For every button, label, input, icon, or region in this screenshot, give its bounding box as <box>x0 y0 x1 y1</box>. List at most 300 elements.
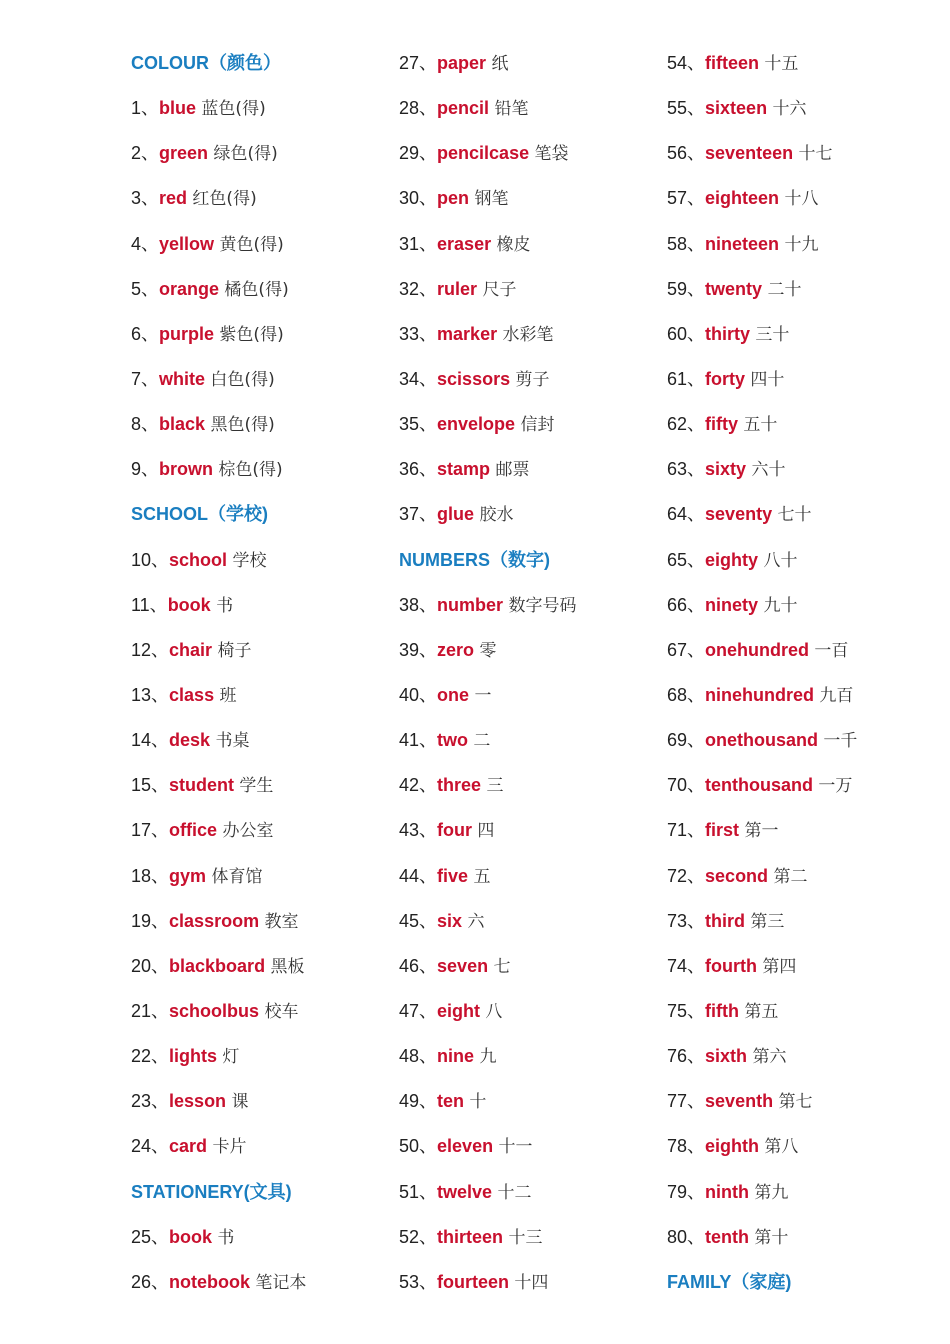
vocab-entry <box>131 272 381 317</box>
vocab-entry <box>667 46 927 91</box>
english-word: desk <box>169 730 211 751</box>
chinese-translation: 红色(得) <box>187 189 257 210</box>
english-word: zero <box>437 639 475 660</box>
entry-number: 30、 <box>399 188 438 209</box>
entry-number: 33、 <box>399 323 438 344</box>
vocab-entry <box>131 407 381 452</box>
vocab-entry <box>667 91 927 136</box>
section-heading-row <box>399 543 649 588</box>
vocab-entry <box>667 407 927 452</box>
chinese-translation: 体育馆 <box>206 866 263 887</box>
vocab-entry <box>131 678 381 723</box>
english-word: eighth <box>705 1136 760 1157</box>
chinese-translation: 黄色(得) <box>214 234 284 255</box>
entry-number: 11、 <box>131 594 168 615</box>
entry-number: 1、 <box>131 98 160 119</box>
chinese-translation: 九 <box>474 1047 497 1068</box>
entry-number: 55、 <box>667 98 706 119</box>
chinese-translation: 棕色(得) <box>213 460 283 481</box>
chinese-translation: 办公室 <box>217 821 274 842</box>
section-heading: FAMILY（家庭) <box>667 1271 792 1292</box>
english-word: thirteen <box>437 1226 504 1247</box>
entry-number: 44、 <box>399 865 438 886</box>
entry-number: 18、 <box>131 865 170 886</box>
english-word: book <box>169 1226 213 1247</box>
section-heading-row <box>131 46 381 91</box>
english-word: third <box>705 910 746 931</box>
english-word: thirty <box>705 323 751 344</box>
english-word: twenty <box>705 278 763 299</box>
chinese-translation: 黑板 <box>265 956 305 977</box>
chinese-translation: 十七 <box>793 144 833 165</box>
entry-number: 71、 <box>667 820 706 841</box>
entry-number: 56、 <box>667 143 706 164</box>
vocab-entry <box>131 768 381 813</box>
section-heading: STATIONERY(文具) <box>131 1181 292 1202</box>
vocab-entry <box>399 452 649 497</box>
entry-number: 36、 <box>399 459 438 480</box>
chinese-translation: 白色(得) <box>205 369 275 390</box>
entry-number: 19、 <box>131 910 170 931</box>
vocab-entry <box>399 994 649 1039</box>
english-word: nine <box>437 1046 475 1067</box>
english-word: twelve <box>437 1181 493 1202</box>
english-word: ninehundred <box>705 684 815 705</box>
entry-number: 20、 <box>131 955 170 976</box>
chinese-translation: 六十 <box>746 460 786 481</box>
vocab-entry <box>667 859 927 904</box>
entry-number: 2、 <box>131 143 160 164</box>
english-word: two <box>437 730 469 751</box>
vocab-entry <box>667 588 927 633</box>
chinese-translation: 胶水 <box>474 505 514 526</box>
entry-number: 64、 <box>667 504 706 525</box>
english-word: fifteen <box>705 53 760 73</box>
section-heading: NUMBERS（数字) <box>399 549 550 570</box>
english-word: stamp <box>437 459 491 480</box>
vocab-entry <box>399 272 649 317</box>
chinese-translation: 第四 <box>757 956 797 977</box>
entry-number: 21、 <box>131 1000 170 1021</box>
english-word: ten <box>437 1091 465 1112</box>
entry-number: 75、 <box>667 1000 706 1021</box>
entry-number: 47、 <box>399 1000 438 1021</box>
chinese-translation: 十 <box>464 1092 487 1113</box>
vocab-entry <box>399 1129 649 1174</box>
section-heading: SCHOOL（学校) <box>131 504 268 525</box>
vocab-entry <box>399 136 649 181</box>
entry-number: 22、 <box>131 1046 170 1067</box>
entry-number: 14、 <box>131 730 170 751</box>
vocab-entry <box>667 813 927 858</box>
vocab-entry <box>399 678 649 723</box>
english-word: student <box>169 775 235 796</box>
english-word: pencilcase <box>437 143 530 164</box>
english-word: sixteen <box>705 98 768 119</box>
vocab-entry <box>131 452 381 497</box>
english-word: card <box>169 1136 208 1157</box>
vocab-entry <box>131 994 381 1039</box>
chinese-translation: 笔袋 <box>529 144 569 165</box>
english-word: onethousand <box>705 730 819 751</box>
english-word: nineteen <box>705 233 780 254</box>
chinese-translation: 一千 <box>818 731 858 752</box>
vocab-entry <box>131 723 381 768</box>
chinese-translation: 十五 <box>759 54 799 74</box>
entry-number: 72、 <box>667 865 706 886</box>
chinese-translation: 一百 <box>809 640 849 661</box>
english-word: glue <box>437 504 475 525</box>
english-word: tenth <box>705 1226 750 1247</box>
entry-number: 61、 <box>667 368 706 389</box>
chinese-translation: 一万 <box>813 776 853 797</box>
vocab-entry <box>667 1129 927 1174</box>
english-word: eight <box>437 1000 481 1021</box>
vocab-entry <box>667 272 927 317</box>
entry-number: 5、 <box>131 278 160 299</box>
vocab-entry <box>399 1220 649 1265</box>
vocab-entry <box>131 588 381 633</box>
vocab-entry <box>131 136 381 181</box>
chinese-translation: 橘色(得) <box>219 279 289 300</box>
vocab-entry <box>667 723 927 768</box>
vocab-entry <box>131 633 381 678</box>
vocab-entry <box>131 181 381 226</box>
entry-number: 68、 <box>667 684 706 705</box>
chinese-translation: 四 <box>472 821 495 842</box>
chinese-translation: 信封 <box>515 415 555 436</box>
vocab-entry <box>399 181 649 226</box>
chinese-translation: 三十 <box>750 324 790 345</box>
english-word: book <box>167 594 211 615</box>
chinese-translation: 四十 <box>745 369 785 390</box>
entry-number: 51、 <box>399 1181 438 1202</box>
chinese-translation: 二十 <box>762 279 802 300</box>
vocab-entry <box>399 768 649 813</box>
chinese-translation: 第七 <box>773 1092 813 1113</box>
chinese-translation: 书桌 <box>210 731 250 752</box>
section-heading-row <box>667 1265 927 1310</box>
vocab-column-1 <box>131 46 381 1310</box>
entry-number: 60、 <box>667 323 706 344</box>
english-word: orange <box>159 278 220 299</box>
entry-number: 9、 <box>131 459 160 480</box>
vocab-entry <box>399 949 649 994</box>
english-word: second <box>705 865 769 886</box>
entry-number: 38、 <box>399 594 438 615</box>
vocab-entry <box>667 136 927 181</box>
section-heading-row <box>131 1175 381 1220</box>
vocab-entry <box>399 317 649 362</box>
chinese-translation: 一 <box>469 685 492 706</box>
entry-number: 67、 <box>667 639 706 660</box>
section-heading-row <box>131 497 381 542</box>
entry-number: 76、 <box>667 1046 706 1067</box>
vocab-entry <box>399 723 649 768</box>
chinese-translation: 第五 <box>739 1001 779 1022</box>
english-word: green <box>159 143 209 164</box>
chinese-translation: 七 <box>488 956 511 977</box>
vocab-entry <box>667 994 927 1039</box>
vocab-entry <box>399 588 649 633</box>
entry-number: 39、 <box>399 639 438 660</box>
entry-number: 42、 <box>399 775 438 796</box>
vocab-entry <box>667 949 927 994</box>
chinese-translation: 六 <box>462 911 485 932</box>
chinese-translation: 铅笔 <box>489 99 529 120</box>
vocab-entry <box>667 317 927 362</box>
chinese-translation: 灯 <box>217 1047 240 1068</box>
chinese-translation: 尺子 <box>477 279 517 300</box>
entry-number: 27、 <box>399 53 438 73</box>
chinese-translation: 课 <box>226 1092 249 1113</box>
english-word: school <box>169 549 228 570</box>
english-word: eighteen <box>705 188 780 209</box>
chinese-translation: 第三 <box>745 911 785 932</box>
chinese-translation: 七十 <box>772 505 812 526</box>
vocab-entry <box>399 813 649 858</box>
vocab-entry <box>399 1039 649 1084</box>
english-word: lesson <box>169 1091 227 1112</box>
entry-number: 43、 <box>399 820 438 841</box>
english-word: seven <box>437 955 489 976</box>
entry-number: 65、 <box>667 549 706 570</box>
chinese-translation: 九百 <box>814 685 854 706</box>
vocab-entry <box>131 91 381 136</box>
english-word: schoolbus <box>169 1000 260 1021</box>
chinese-translation: 第十 <box>749 1227 789 1248</box>
chinese-translation: 邮票 <box>490 460 530 481</box>
vocab-entry <box>667 543 927 588</box>
entry-number: 54、 <box>667 53 706 73</box>
chinese-translation: 八十 <box>758 550 798 571</box>
entry-number: 77、 <box>667 1091 706 1112</box>
chinese-translation: 班 <box>214 685 237 706</box>
chinese-translation: 书 <box>212 1227 235 1248</box>
english-word: first <box>705 820 740 841</box>
entry-number: 28、 <box>399 98 438 119</box>
english-word: forty <box>705 368 746 389</box>
chinese-translation: 卡片 <box>207 1137 247 1158</box>
english-word: brown <box>159 459 214 480</box>
chinese-translation: 第二 <box>768 866 808 887</box>
chinese-translation: 十一 <box>493 1137 533 1158</box>
english-word: five <box>437 865 469 886</box>
entry-number: 50、 <box>399 1136 438 1157</box>
chinese-translation: 三 <box>481 776 504 797</box>
entry-number: 52、 <box>399 1226 438 1247</box>
english-word: onehundred <box>705 639 810 660</box>
chinese-translation: 剪子 <box>510 369 550 390</box>
english-word: six <box>437 910 463 931</box>
english-word: three <box>437 775 482 796</box>
vocab-entry <box>667 227 927 272</box>
entry-number: 13、 <box>131 684 170 705</box>
vocab-entry <box>399 1175 649 1220</box>
english-word: class <box>169 684 215 705</box>
entry-number: 80、 <box>667 1226 706 1247</box>
chinese-translation: 学校 <box>227 550 267 571</box>
vocab-entry <box>667 768 927 813</box>
english-word: paper <box>437 53 487 73</box>
chinese-translation: 第九 <box>749 1182 789 1203</box>
english-word: four <box>437 820 473 841</box>
vocab-entry <box>399 859 649 904</box>
english-word: gym <box>169 865 207 886</box>
chinese-translation: 数字号码 <box>503 595 577 616</box>
chinese-translation: 绿色(得) <box>208 144 278 165</box>
vocab-entry <box>399 1265 649 1310</box>
english-word: lights <box>169 1046 218 1067</box>
entry-number: 35、 <box>399 414 438 435</box>
vocab-entry <box>399 46 649 91</box>
english-word: eraser <box>437 233 492 254</box>
vocab-entry <box>667 904 927 949</box>
vocab-entry <box>667 1039 927 1084</box>
vocab-entry <box>667 362 927 407</box>
english-word: yellow <box>159 233 215 254</box>
entry-number: 37、 <box>399 504 438 525</box>
english-word: purple <box>159 323 215 344</box>
english-word: fifth <box>705 1000 740 1021</box>
entry-number: 23、 <box>131 1091 170 1112</box>
vocab-entry <box>399 497 649 542</box>
entry-number: 17、 <box>131 820 170 841</box>
english-word: office <box>169 820 218 841</box>
chinese-translation: 教室 <box>259 911 299 932</box>
entry-number: 12、 <box>131 639 170 660</box>
vocab-entry <box>131 949 381 994</box>
entry-number: 62、 <box>667 414 706 435</box>
chinese-translation: 椅子 <box>212 640 252 661</box>
english-word: red <box>159 188 188 209</box>
vocab-entry <box>399 91 649 136</box>
chinese-translation: 黑色(得) <box>205 415 275 436</box>
entry-number: 29、 <box>399 143 438 164</box>
vocab-entry <box>131 1039 381 1084</box>
vocab-entry <box>667 678 927 723</box>
vocab-entry <box>131 1084 381 1129</box>
vocab-column-2 <box>399 46 649 1310</box>
entry-number: 8、 <box>131 414 160 435</box>
vocab-entry <box>131 362 381 407</box>
english-word: eleven <box>437 1136 494 1157</box>
english-word: pencil <box>437 98 490 119</box>
vocab-entry <box>399 227 649 272</box>
vocab-entry <box>667 497 927 542</box>
vocab-entry <box>399 1084 649 1129</box>
vocab-entry <box>399 633 649 678</box>
english-word: scissors <box>437 368 511 389</box>
chinese-translation: 钢笔 <box>469 189 509 210</box>
entry-number: 7、 <box>131 368 160 389</box>
entry-number: 15、 <box>131 775 170 796</box>
vocab-entry <box>131 1265 381 1310</box>
vocab-entry <box>131 317 381 362</box>
entry-number: 70、 <box>667 775 706 796</box>
vocab-entry <box>131 859 381 904</box>
chinese-translation: 十四 <box>509 1272 549 1293</box>
english-word: seventh <box>705 1091 774 1112</box>
vocab-entry <box>667 452 927 497</box>
entry-number: 59、 <box>667 278 706 299</box>
vocab-entry <box>667 1084 927 1129</box>
chinese-translation: 纸 <box>486 54 509 74</box>
vocab-entry <box>667 633 927 678</box>
entry-number: 69、 <box>667 730 706 751</box>
vocab-entry <box>131 813 381 858</box>
vocab-entry <box>131 227 381 272</box>
english-word: fifty <box>705 414 739 435</box>
entry-number: 79、 <box>667 1181 706 1202</box>
english-word: tenthousand <box>705 775 814 796</box>
entry-number: 57、 <box>667 188 706 209</box>
entry-number: 26、 <box>131 1271 170 1292</box>
vocab-entry <box>131 1129 381 1174</box>
chinese-translation: 书 <box>210 595 234 616</box>
chinese-translation: 五 <box>468 866 491 887</box>
vocab-column-3 <box>667 46 927 1310</box>
chinese-translation: 第八 <box>759 1137 799 1158</box>
english-word: seventeen <box>705 143 794 164</box>
chinese-translation: 八 <box>480 1001 503 1022</box>
entry-number: 10、 <box>131 549 170 570</box>
chinese-translation: 第六 <box>747 1047 787 1068</box>
english-word: eighty <box>705 549 759 570</box>
entry-number: 3、 <box>131 188 160 209</box>
english-word: white <box>159 368 206 389</box>
chinese-translation: 十二 <box>492 1182 532 1203</box>
chinese-translation: 校车 <box>259 1001 299 1022</box>
entry-number: 66、 <box>667 594 706 615</box>
vocab-entry <box>131 904 381 949</box>
chinese-translation: 五十 <box>738 415 778 436</box>
entry-number: 45、 <box>399 910 438 931</box>
entry-number: 32、 <box>399 278 438 299</box>
english-word: classroom <box>169 910 260 931</box>
chinese-translation: 十三 <box>503 1227 543 1248</box>
vocab-entry <box>667 1175 927 1220</box>
english-word: sixth <box>705 1046 748 1067</box>
chinese-translation: 水彩笔 <box>497 324 554 345</box>
entry-number: 49、 <box>399 1091 438 1112</box>
entry-number: 31、 <box>399 233 438 254</box>
entry-number: 74、 <box>667 955 706 976</box>
chinese-translation: 十八 <box>779 189 819 210</box>
english-word: black <box>159 414 206 435</box>
chinese-translation: 第一 <box>739 821 779 842</box>
chinese-translation: 二 <box>468 731 491 752</box>
entry-number: 41、 <box>399 730 438 751</box>
english-word: blue <box>159 98 197 119</box>
vocab-entry <box>131 1220 381 1265</box>
entry-number: 24、 <box>131 1136 170 1157</box>
english-word: notebook <box>169 1271 251 1292</box>
english-word: ruler <box>437 278 478 299</box>
vocab-entry <box>399 904 649 949</box>
entry-number: 58、 <box>667 233 706 254</box>
english-word: one <box>437 684 470 705</box>
chinese-translation: 学生 <box>234 776 274 797</box>
english-word: blackboard <box>169 955 266 976</box>
chinese-translation: 十六 <box>767 99 807 120</box>
chinese-translation: 蓝色(得) <box>196 99 266 120</box>
chinese-translation: 橡皮 <box>491 234 531 255</box>
chinese-translation: 紫色(得) <box>214 324 284 345</box>
entry-number: 40、 <box>399 684 438 705</box>
chinese-translation: 十九 <box>779 234 819 255</box>
english-word: fourth <box>705 955 758 976</box>
